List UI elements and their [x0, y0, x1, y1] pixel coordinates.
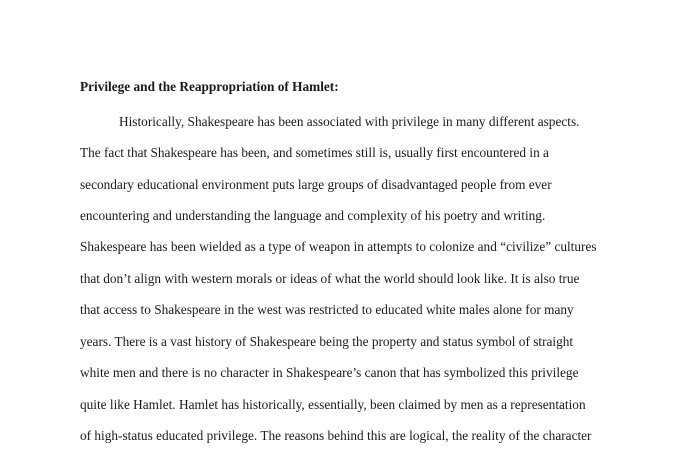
- paragraph-line: that don’t align with western morals or ideas of what the world should look like. It is also true: [80, 271, 580, 286]
- paragraph-line: The fact that Shakespeare has been, and sometimes still is, usually first encountered in a: [80, 145, 549, 160]
- paragraph-line: quite like Hamlet. Hamlet has historically, essentially, been claimed by men as a representation: [80, 397, 586, 412]
- section-heading: Privilege and the Reappropriation of Hamlet:: [80, 79, 339, 94]
- paragraph-line: encountering and understanding the language and complexity of his poetry and writing.: [80, 208, 546, 223]
- paragraph-line: Historically, Shakespeare has been associated with privilege in many different aspects.: [119, 114, 580, 129]
- paragraph-line: secondary educational environment puts large groups of disadvantaged people from ever: [80, 177, 552, 192]
- paragraph-line: years. There is a vast history of Shakespeare being the property and status symbol of straight: [80, 334, 574, 349]
- paragraph-line: Shakespeare has been wielded as a type of weapon in attempts to colonize and “civilize” cultures: [80, 239, 597, 254]
- paragraph-line: that access to Shakespeare in the west was restricted to educated white males alone for many: [80, 302, 574, 317]
- paragraph-line: white men and there is no character in Shakespeare’s canon that has symbolized this privilege: [80, 365, 579, 380]
- paragraph-line: of high-status educated privilege. The reasons behind this are logical, the reality of the character: [80, 428, 592, 443]
